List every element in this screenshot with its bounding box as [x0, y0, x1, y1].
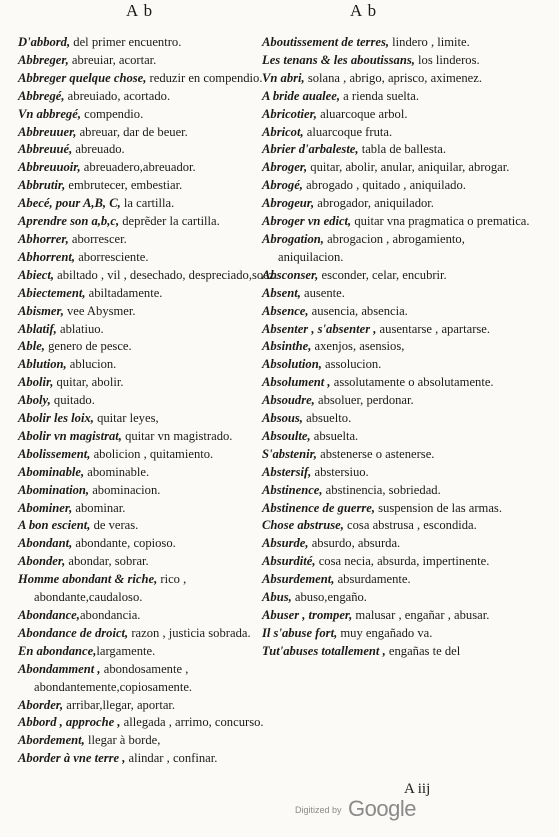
entry-definition: assolucion. [321, 357, 382, 372]
entry-headword: Absurde, [262, 536, 309, 551]
entry-definition: abreuiar, acortar. [68, 52, 157, 67]
dictionary-entry [18, 124, 280, 142]
entry-definition: ablatiuo. [56, 321, 104, 336]
entry-definition: embrutecer, embestiar. [65, 178, 183, 193]
dictionary-entry [262, 159, 530, 177]
entry-definition: malusar , engañar , abusar. [352, 608, 490, 622]
dictionary-entry [262, 321, 530, 339]
entry-definition: esconder, celar, encubrir. [318, 267, 447, 282]
dictionary-entry [18, 410, 280, 428]
entry-headword: Chose abstruse, [262, 518, 344, 533]
dictionary-entry [18, 356, 280, 374]
entry-definition: llegar à borde, [84, 733, 161, 748]
entry-headword: Abolir vn magistrat, [18, 428, 122, 443]
entry-definition: abondosamente , abondantemente,copiosamente. [34, 661, 193, 694]
entry-headword: Able, [18, 339, 45, 354]
entry-definition: compendio. [80, 106, 144, 121]
entry-definition: reduzir en compendio. [146, 70, 263, 85]
entry-headword: Abbreuuer, [18, 124, 77, 139]
dictionary-entry [262, 231, 530, 267]
entry-definition: abreuar, dar de beuer. [76, 124, 188, 139]
dictionary-entry [18, 34, 280, 52]
entry-headword: Homme abondant & riche, [18, 572, 158, 587]
entry-headword: Abricotier, [262, 106, 317, 121]
google-watermark: Google [348, 796, 416, 821]
entry-definition: abstinencia, sobriedad. [322, 482, 441, 497]
dictionary-entry [262, 52, 530, 70]
dictionary-entry [18, 392, 280, 410]
entry-headword: Abondant, [18, 536, 73, 551]
dictionary-entry [18, 159, 280, 177]
entry-headword: Abordement, [18, 733, 85, 748]
entry-headword: Abominable, [18, 464, 85, 479]
dictionary-entry [262, 106, 530, 124]
entry-headword: Abrogation, [262, 231, 324, 246]
dictionary-entry [18, 321, 280, 339]
entry-definition: los linderos. [414, 52, 480, 67]
entry-definition: aborresciente. [75, 249, 149, 264]
entry-headword: Abbregé, [18, 88, 65, 103]
entry-definition: razon , justicia sobrada. [128, 625, 251, 640]
entry-headword: Absolument , [262, 375, 331, 390]
dictionary-entry [262, 177, 530, 195]
entry-definition: absurdo, absurda. [308, 536, 401, 551]
entry-definition: abondar, sobrar. [65, 554, 149, 569]
entry-definition: abominar. [72, 500, 126, 515]
entry-headword: Abbrutir, [18, 178, 66, 193]
dictionary-entry [262, 88, 530, 106]
entry-headword: Absolution, [262, 357, 322, 372]
entry-headword: Abominer, [18, 500, 73, 515]
entry-headword: Aborder, [18, 697, 64, 712]
entry-headword: Absoulte, [262, 428, 311, 443]
dictionary-entry [18, 625, 280, 643]
entry-headword: Abrier d'arbaleste, [262, 142, 359, 157]
left-column [18, 34, 280, 768]
entry-headword: Ablution, [18, 357, 67, 372]
entry-definition: abominable. [84, 464, 150, 479]
dictionary-entry [18, 697, 280, 715]
entry-headword: A bon escient, [18, 518, 91, 533]
dictionary-entry [18, 428, 280, 446]
entry-definition: abolicion , quitamiento. [90, 446, 214, 461]
entry-headword: Abbreuuoir, [18, 160, 81, 175]
entry-headword: Abonder, [18, 554, 66, 569]
entry-definition: genero de pesce. [44, 339, 132, 354]
entry-headword: Absurdité, [262, 554, 316, 569]
entry-headword: Absence, [262, 303, 309, 318]
dictionary-entry [18, 732, 280, 750]
dictionary-entry [262, 338, 530, 356]
dictionary-entry [262, 285, 530, 303]
dictionary-entry [262, 500, 530, 518]
dictionary-entry [262, 213, 530, 231]
signature-mark: A iij [404, 781, 431, 797]
entry-headword: Absinthe, [262, 339, 312, 354]
entry-headword: Abismer, [18, 303, 64, 318]
entry-definition: abreuiado, acortado. [64, 88, 171, 103]
entry-headword: Abbreger quelque chose, [18, 70, 147, 85]
entry-definition: ausencia, absencia. [308, 303, 408, 318]
entry-headword: Aboly, [18, 393, 51, 408]
entry-definition: la cartilla. [120, 196, 175, 211]
entry-headword: Tut'abuses totallement , [262, 643, 386, 658]
entry-headword: Abuser , tromper, [262, 608, 353, 622]
dictionary-entry [18, 446, 280, 464]
dictionary-entry [18, 88, 280, 106]
entry-definition: deprẽder la cartilla. [119, 214, 220, 229]
dictionary-entry [262, 303, 530, 321]
dictionary-entry [262, 34, 530, 52]
entry-headword: D'abbord, [18, 35, 71, 49]
dictionary-entry [18, 285, 280, 303]
entry-definition: abrogador, aniquilador. [314, 196, 434, 211]
entry-headword: Abondance, [18, 608, 80, 622]
dictionary-entry [262, 517, 530, 535]
right-column [262, 34, 530, 661]
dictionary-entry [18, 141, 280, 159]
entry-definition: ausentarse , apartarse. [376, 321, 491, 336]
entry-definition: cosa necia, absurda, impertinente. [315, 554, 490, 569]
dictionary-entry [262, 625, 530, 643]
entry-definition: absuelto. [302, 411, 352, 426]
entry-definition: abominacion. [89, 482, 161, 497]
entry-definition: alindar , confinar. [125, 751, 218, 766]
dictionary-entry [262, 410, 530, 428]
dictionary-entry [18, 213, 280, 231]
entry-headword: Abroger, [262, 160, 308, 175]
entry-definition: suspension de las armas. [375, 500, 502, 515]
dictionary-entry [18, 553, 280, 571]
entry-headword: En abondance, [18, 643, 97, 658]
dictionary-entry [18, 571, 280, 607]
dictionary-entry [262, 374, 530, 392]
entry-definition: cosa abstrusa , escondida. [343, 518, 477, 533]
entry-headword: Vn abbregé, [18, 106, 81, 121]
entry-definition: quitar, abolir, anular, aniquilar, abrogar. [307, 160, 510, 175]
entry-definition: abondancia. [79, 608, 141, 622]
entry-definition: quitar vna pragmatica o prematica. [351, 214, 530, 229]
entry-definition: abstersiuo. [311, 464, 369, 479]
dictionary-entry [262, 392, 530, 410]
dictionary-entry [262, 571, 530, 589]
entry-headword: Abbreger, [18, 52, 69, 67]
entry-definition: rico , abondante,caudaloso. [34, 572, 187, 605]
dictionary-entry [18, 52, 280, 70]
entry-definition: aluarcoque fruta. [303, 124, 393, 139]
entry-definition: vee Abysmer. [63, 303, 136, 318]
entry-definition: abreuadero,abreuador. [80, 160, 196, 175]
entry-definition: quitar leyes, [93, 411, 159, 426]
entry-headword: Abrogé, [262, 178, 303, 193]
entry-definition: de veras. [90, 518, 139, 533]
entry-definition: abiltadamente. [85, 285, 163, 300]
entry-definition: abstenerse o astenerse. [316, 446, 435, 461]
running-head-left: A b [126, 1, 154, 20]
entry-headword: Abomination, [18, 482, 90, 497]
entry-headword: Absous, [262, 411, 303, 426]
entry-headword: Abroger vn edict, [262, 214, 352, 229]
dictionary-entry [18, 106, 280, 124]
entry-headword: Abricot, [262, 124, 304, 139]
dictionary-entry [262, 589, 530, 607]
dictionary-entry [18, 267, 280, 285]
entry-definition: aluarcoque arbol. [316, 106, 408, 121]
dictionary-entry [262, 643, 530, 661]
dictionary-entry [262, 553, 530, 571]
entry-headword: Ablatif, [18, 321, 57, 336]
entry-headword: Il s'abuse fort, [262, 625, 338, 640]
entry-definition: engañas te del [385, 643, 461, 658]
entry-definition: muy engañado va. [337, 625, 433, 640]
dictionary-entry [18, 464, 280, 482]
dictionary-entry [18, 750, 280, 768]
dictionary-entry [262, 464, 530, 482]
dictionary-entry [262, 141, 530, 159]
dictionary-entry [18, 535, 280, 553]
entry-headword: Abecé, pour A,B, C, [18, 196, 121, 211]
entry-headword: Absent, [262, 285, 301, 300]
dictionary-entry [18, 482, 280, 500]
entry-definition: solana , abrigo, aprisco, aximenez. [304, 70, 482, 85]
entry-definition: a rienda suelta. [340, 88, 420, 103]
dictionary-entry [262, 267, 530, 285]
dictionary-entry [262, 356, 530, 374]
entry-headword: Abhorrer, [18, 231, 69, 246]
entry-definition: abiltado , vil , desechado, despreciado,soez. [54, 267, 278, 282]
entry-definition: abrogado , quitado , aniquilado. [302, 178, 466, 193]
entry-definition: axenjos, asensios, [311, 339, 405, 354]
entry-definition: abondante, copioso. [72, 536, 176, 551]
entry-definition: absoluer, perdonar. [314, 393, 414, 408]
entry-headword: Abhorrent, [18, 249, 76, 264]
dictionary-entry [18, 195, 280, 213]
entry-headword: Les tenans & les aboutissans, [262, 52, 415, 67]
entry-headword: Abiectement, [18, 285, 86, 300]
entry-headword: Abolir les loix, [18, 411, 94, 426]
dictionary-entry [262, 446, 530, 464]
entry-headword: Absconser, [262, 267, 319, 282]
dictionary-entry [18, 249, 280, 267]
entry-definition: absuelta. [310, 428, 359, 443]
entry-definition: ausente. [300, 285, 345, 300]
entry-headword: Abrogeur, [262, 196, 315, 211]
entry-definition: lindero , limite. [389, 35, 470, 49]
running-head-right: A b [350, 1, 378, 20]
dictionary-entry [18, 661, 280, 697]
dictionary-entry [18, 374, 280, 392]
entry-headword: Abstersif, [262, 464, 312, 479]
dictionary-entry [18, 714, 280, 732]
entry-headword: Abiect, [18, 267, 55, 282]
entry-definition: quitar, abolir. [53, 375, 124, 390]
entry-headword: Abus, [262, 590, 292, 605]
dictionary-entry [18, 177, 280, 195]
digitized-by-label: Digitized by [295, 805, 342, 815]
entry-definition: tabla de ballesta. [358, 142, 446, 157]
entry-headword: Absurdement, [262, 572, 335, 587]
entry-headword: S'abstenir, [262, 446, 317, 461]
dictionary-entry [18, 338, 280, 356]
dictionary-entry [262, 428, 530, 446]
entry-headword: Abondance de droict, [18, 625, 129, 640]
dictionary-entry [18, 607, 280, 625]
entry-headword: Abolissement, [18, 446, 91, 461]
entry-definition: abrogacion , abrogamiento, aniquilacion. [278, 231, 465, 264]
dictionary-entry [18, 643, 280, 661]
entry-definition: abuso,engaño. [291, 590, 367, 605]
entry-definition: allegada , arrimo, concurso. [120, 715, 264, 730]
entry-headword: Aboutissement de terres, [262, 35, 389, 49]
dictionary-entry [262, 195, 530, 213]
entry-headword: Abbord , approche , [18, 715, 121, 730]
entry-definition: assolutamente o absolutamente. [330, 375, 494, 390]
entry-definition: del primer encuentro. [70, 35, 182, 49]
entry-headword: Abstinence, [262, 482, 323, 497]
entry-headword: Abstinence de guerre, [262, 500, 375, 515]
dictionary-entry [18, 500, 280, 518]
entry-headword: Vn abri, [262, 70, 305, 85]
entry-headword: Aprendre son a,b,c, [18, 214, 120, 229]
dictionary-entry [18, 303, 280, 321]
entry-definition: abreuado. [72, 142, 125, 157]
entry-headword: Abondamment , [18, 661, 101, 676]
entry-definition: quitar vn magistrado. [121, 428, 233, 443]
dictionary-entry [262, 124, 530, 142]
entry-definition: aborrescer. [68, 231, 127, 246]
entry-definition: largamente. [96, 643, 156, 658]
dictionary-entry [262, 535, 530, 553]
entry-definition: arribar,llegar, aportar. [63, 697, 176, 712]
entry-headword: Abolir, [18, 375, 54, 390]
entry-headword: Absoudre, [262, 393, 315, 408]
dictionary-entry [18, 70, 280, 88]
entry-headword: Aborder à vne terre , [18, 751, 126, 766]
entry-headword: Abbreuué, [18, 142, 73, 157]
dictionary-entry [262, 607, 530, 625]
entry-definition: absurdamente. [334, 572, 411, 587]
entry-headword: A bride aualee, [262, 88, 341, 103]
dictionary-entry [18, 231, 280, 249]
dictionary-entry [262, 482, 530, 500]
dictionary-entry [262, 70, 530, 88]
dictionary-entry [18, 517, 280, 535]
entry-definition: ablucion. [66, 357, 117, 372]
entry-headword: Absenter , s'absenter , [262, 321, 377, 336]
entry-definition: quitado. [50, 393, 95, 408]
